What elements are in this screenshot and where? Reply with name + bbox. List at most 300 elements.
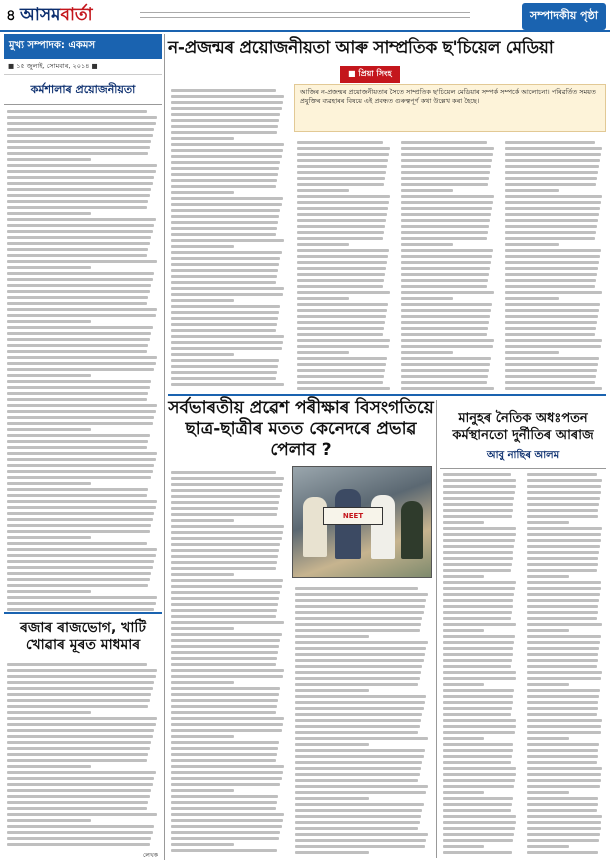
text-line <box>7 735 153 738</box>
text-line <box>7 416 154 419</box>
text-line <box>171 621 284 624</box>
text-line <box>7 500 157 503</box>
text-line <box>7 813 157 816</box>
editorial-body <box>4 105 162 615</box>
story2-col-1 <box>168 466 288 858</box>
text-line <box>443 851 512 854</box>
text-line <box>171 795 278 798</box>
box-story <box>4 612 162 860</box>
text-line <box>505 207 600 210</box>
text-line <box>7 290 150 293</box>
story3-col-2 <box>524 468 606 858</box>
text-line <box>297 171 386 174</box>
text-line <box>171 341 283 344</box>
text-line <box>295 731 418 734</box>
text-line <box>171 329 276 332</box>
photo-figure <box>303 497 327 557</box>
text-line <box>527 641 600 644</box>
text-line <box>7 344 148 347</box>
text-line <box>7 260 157 263</box>
text-line <box>7 134 153 137</box>
text-line <box>527 473 597 476</box>
text-line <box>7 801 148 804</box>
text-line <box>443 743 513 746</box>
text-line <box>295 779 418 782</box>
text-line <box>7 374 91 377</box>
text-line <box>295 713 422 716</box>
text-line <box>295 791 426 794</box>
text-line <box>443 779 515 782</box>
text-line <box>527 527 602 530</box>
text-line <box>7 506 156 509</box>
text-line <box>527 851 598 854</box>
text-line <box>295 671 421 674</box>
text-line <box>443 563 512 566</box>
text-line <box>7 542 147 545</box>
text-line <box>171 825 282 828</box>
text-line <box>443 503 513 506</box>
text-line <box>171 125 278 128</box>
text-line <box>443 593 514 596</box>
text-line <box>171 155 282 158</box>
text-line <box>297 381 383 384</box>
text-line <box>527 581 601 584</box>
text-line <box>505 261 599 264</box>
text-line <box>505 153 601 156</box>
text-line <box>527 515 598 518</box>
text-line <box>171 221 278 224</box>
text-line <box>297 291 390 294</box>
text-line <box>527 635 601 638</box>
text-line <box>505 387 602 390</box>
text-line <box>527 509 598 512</box>
text-line <box>505 351 559 354</box>
story2-headline[interactable]: সৰ্বভাৰতীয় প্ৰৱেশ পৰীক্ষাৰ বিসংগতিয়ে ছাত্ৰ-ছাত্ৰীৰ মতত কেনেদৰে প্ৰভাৱ পেলাব ? <box>168 398 434 460</box>
text-line <box>505 345 601 348</box>
text-line <box>171 209 280 212</box>
text-line <box>7 422 153 425</box>
text-line <box>171 239 284 242</box>
text-line <box>295 677 420 680</box>
text-line <box>505 381 595 384</box>
text-line <box>171 179 277 182</box>
text-line <box>297 387 390 390</box>
text-line <box>527 647 599 650</box>
text-line <box>171 293 283 296</box>
main-col-3 <box>398 136 498 390</box>
text-line <box>527 629 569 632</box>
column-divider <box>436 400 437 858</box>
text-line <box>171 197 283 200</box>
paper-name-b: বাৰ্তা <box>60 5 93 25</box>
text-line <box>527 695 599 698</box>
text-line <box>171 233 276 236</box>
text-line <box>7 278 153 281</box>
story3-author: আবু নাছিৰ আলম <box>440 448 606 469</box>
text-line <box>171 377 276 380</box>
text-line <box>7 224 154 227</box>
text-line <box>171 507 278 510</box>
text-line <box>171 359 279 362</box>
text-line <box>401 303 492 306</box>
column-divider <box>164 34 165 860</box>
text-line <box>7 512 154 515</box>
text-line <box>297 213 387 216</box>
text-line <box>295 743 369 746</box>
section-tab[interactable]: সম্পাদকীয় পৃষ্ঠা <box>522 3 606 30</box>
text-line <box>7 386 150 389</box>
text-line <box>171 705 277 708</box>
text-line <box>171 735 234 738</box>
text-line <box>171 585 282 588</box>
text-line <box>297 309 387 312</box>
text-line <box>295 767 421 770</box>
text-line <box>7 759 147 762</box>
box-story-body <box>4 658 162 848</box>
text-line <box>443 611 512 614</box>
text-line <box>7 705 148 708</box>
text-line <box>505 171 598 174</box>
text-line <box>401 339 494 342</box>
text-line <box>443 731 515 734</box>
text-line <box>443 677 516 680</box>
text-line <box>7 242 150 245</box>
text-line <box>295 623 421 626</box>
text-line <box>401 297 453 300</box>
text-line <box>171 687 280 690</box>
text-line <box>295 761 422 764</box>
text-line <box>7 356 157 359</box>
photo-figure <box>371 495 395 559</box>
text-line <box>527 773 601 776</box>
text-line <box>443 485 516 488</box>
text-line <box>7 284 151 287</box>
text-line <box>297 339 390 342</box>
text-line <box>171 495 280 498</box>
text-line <box>171 807 276 810</box>
text-line <box>401 189 453 192</box>
text-line <box>171 741 279 744</box>
text-line <box>7 518 153 521</box>
text-line <box>505 165 599 168</box>
text-line <box>527 821 601 824</box>
text-line <box>527 605 598 608</box>
text-line <box>401 387 494 390</box>
text-line <box>171 113 280 116</box>
text-line <box>401 315 490 318</box>
text-line <box>527 767 602 770</box>
text-line <box>527 587 601 590</box>
text-line <box>7 302 147 305</box>
text-line <box>527 689 600 692</box>
text-line <box>295 749 425 752</box>
text-line <box>297 273 385 276</box>
text-line <box>527 545 600 548</box>
text-line <box>505 357 599 360</box>
story3-headline[interactable]: মানুহৰ নৈতিক অধঃপতন কৰ্মস্থানতো দুৰ্নীতিৰ আৰাজ <box>452 411 594 443</box>
text-line <box>527 725 601 728</box>
text-line <box>295 593 428 596</box>
text-line <box>171 335 284 338</box>
text-line <box>7 428 91 431</box>
text-line <box>7 777 154 780</box>
text-line <box>295 821 420 824</box>
text-line <box>401 213 491 216</box>
text-line <box>171 173 278 176</box>
text-line <box>7 843 150 846</box>
text-line <box>505 315 598 318</box>
text-line <box>171 263 279 266</box>
text-line <box>297 159 388 162</box>
text-line <box>171 323 277 326</box>
text-line <box>7 560 154 563</box>
text-line <box>7 602 156 605</box>
text-line <box>401 207 492 210</box>
text-line <box>7 524 151 527</box>
text-line <box>443 803 512 806</box>
text-line <box>505 243 559 246</box>
text-line <box>7 464 154 467</box>
text-line <box>171 513 277 516</box>
text-line <box>443 665 511 668</box>
text-line <box>171 681 234 684</box>
text-line <box>171 251 282 254</box>
text-line <box>7 236 151 239</box>
box-story-byline: লেখক <box>142 852 158 859</box>
text-line <box>297 219 386 222</box>
text-line <box>7 146 150 149</box>
text-line <box>297 279 384 282</box>
text-line <box>443 515 512 518</box>
text-line <box>505 279 596 282</box>
text-line <box>171 287 284 290</box>
text-line <box>443 599 513 602</box>
text-line <box>171 543 280 546</box>
text-line <box>295 785 428 788</box>
text-line <box>171 215 279 218</box>
date-line: ■ ১৫ জুলাই, সোমবাৰ, ২০১৪ ■ <box>4 59 162 75</box>
text-line <box>297 249 389 252</box>
text-line <box>505 255 600 258</box>
text-line <box>401 165 491 168</box>
text-line <box>297 333 383 336</box>
text-line <box>401 357 491 360</box>
text-line <box>297 207 388 210</box>
text-line <box>443 707 512 710</box>
text-line <box>7 807 147 810</box>
text-line <box>443 725 516 728</box>
text-line <box>171 573 234 576</box>
text-line <box>505 141 595 144</box>
text-line <box>171 549 279 552</box>
masthead <box>0 0 610 32</box>
text-line <box>401 285 487 288</box>
main-headline[interactable]: ন-প্ৰজন্মৰ প্ৰয়োজনীয়তা আৰু সাম্প্ৰতিক ছ'চিয়েল মেডিয়া <box>168 38 554 58</box>
text-line <box>297 303 388 306</box>
text-line <box>401 273 489 276</box>
text-line <box>295 587 418 590</box>
text-line <box>401 177 489 180</box>
text-line <box>297 195 390 198</box>
text-line <box>7 122 156 125</box>
text-line <box>7 452 157 455</box>
text-line <box>297 297 349 300</box>
text-line <box>171 347 282 350</box>
paper-logo[interactable] <box>20 2 93 30</box>
text-line <box>443 527 516 530</box>
paper-name-a: আসম <box>20 5 61 25</box>
text-line <box>7 771 156 774</box>
text-line <box>171 537 282 540</box>
text-line <box>505 231 596 234</box>
text-line <box>295 845 425 848</box>
text-line <box>527 707 598 710</box>
text-line <box>7 182 153 185</box>
text-line <box>7 596 157 599</box>
text-line <box>527 599 599 602</box>
text-line <box>527 749 598 752</box>
text-line <box>7 783 153 786</box>
section-divider <box>168 394 606 396</box>
text-line <box>401 321 489 324</box>
text-line <box>401 201 493 204</box>
text-line <box>295 773 420 776</box>
text-line <box>171 311 279 314</box>
text-line <box>505 291 602 294</box>
text-line <box>7 566 153 569</box>
text-line <box>171 753 277 756</box>
editorial-title[interactable]: কৰ্মশালাৰ প্ৰয়োজনীয়তা <box>4 75 162 105</box>
text-line <box>7 831 153 834</box>
text-line <box>171 633 282 636</box>
text-line <box>7 548 157 551</box>
text-line <box>401 243 453 246</box>
text-line <box>527 815 602 818</box>
text-line <box>7 789 151 792</box>
text-line <box>297 369 385 372</box>
text-line <box>527 575 569 578</box>
editor-section-head: মুখ্য সম্পাদক: একমস <box>4 34 162 59</box>
text-line <box>7 681 154 684</box>
text-line <box>443 533 516 536</box>
text-line <box>505 213 599 216</box>
text-line <box>295 653 425 656</box>
text-line <box>295 827 418 830</box>
text-line <box>171 531 283 534</box>
text-line <box>527 623 602 626</box>
text-line <box>295 683 418 686</box>
box-story-title[interactable]: ৰজাৰ ৰাজভোগ, খাটি খোৱাৰ মূৰত মাধমাৰ <box>19 620 147 653</box>
text-line <box>505 159 600 162</box>
text-line <box>7 578 150 581</box>
text-line <box>7 584 148 587</box>
text-line <box>527 791 569 794</box>
text-line <box>171 101 283 104</box>
text-line <box>295 815 421 818</box>
text-line <box>527 701 598 704</box>
text-line <box>443 539 515 542</box>
text-line <box>171 603 278 606</box>
text-line <box>505 147 602 150</box>
text-line <box>443 755 512 758</box>
text-line <box>527 665 597 668</box>
text-line <box>527 671 602 674</box>
text-line <box>171 227 277 230</box>
text-line <box>171 489 282 492</box>
text-line <box>171 519 234 522</box>
text-line <box>443 605 513 608</box>
text-line <box>7 140 151 143</box>
text-line <box>171 843 234 846</box>
text-line <box>443 551 513 554</box>
text-line <box>527 779 601 782</box>
text-line <box>171 137 234 140</box>
text-line <box>443 647 513 650</box>
text-line <box>401 333 487 336</box>
text-line <box>171 107 282 110</box>
text-line <box>527 677 601 680</box>
text-line <box>171 717 284 720</box>
text-line <box>171 483 283 486</box>
text-line <box>7 200 148 203</box>
text-line <box>7 572 151 575</box>
left-column <box>4 34 162 860</box>
text-line <box>443 569 511 572</box>
text-line <box>401 171 490 174</box>
text-line <box>7 536 91 539</box>
text-line <box>171 789 234 792</box>
text-line <box>527 803 598 806</box>
text-line <box>297 285 383 288</box>
text-line <box>7 699 150 702</box>
text-line <box>171 131 277 134</box>
text-line <box>171 143 284 146</box>
text-line <box>297 321 385 324</box>
text-line <box>295 725 420 728</box>
text-line <box>505 237 595 240</box>
text-line <box>295 833 428 836</box>
text-line <box>297 315 386 318</box>
text-line <box>527 617 597 620</box>
text-line <box>527 479 602 482</box>
text-line <box>7 530 150 533</box>
text-line <box>295 629 420 632</box>
text-line <box>171 729 282 732</box>
text-line <box>505 267 598 270</box>
text-line <box>295 707 424 710</box>
date-strip <box>140 12 470 18</box>
text-line <box>443 473 511 476</box>
text-line <box>171 663 276 666</box>
story3-col-1 <box>440 468 520 858</box>
text-line <box>443 491 515 494</box>
text-line <box>171 149 283 152</box>
text-line <box>527 611 598 614</box>
text-line <box>7 314 156 317</box>
text-line <box>7 116 157 119</box>
text-line <box>505 177 597 180</box>
text-line <box>505 183 596 186</box>
text-line <box>171 675 283 678</box>
text-line <box>295 635 369 638</box>
text-line <box>171 317 278 320</box>
text-line <box>297 255 388 258</box>
text-line <box>171 657 277 660</box>
page-number: ৪ <box>6 6 16 24</box>
text-line <box>171 245 234 248</box>
text-line <box>295 797 369 800</box>
text-line <box>505 249 601 252</box>
